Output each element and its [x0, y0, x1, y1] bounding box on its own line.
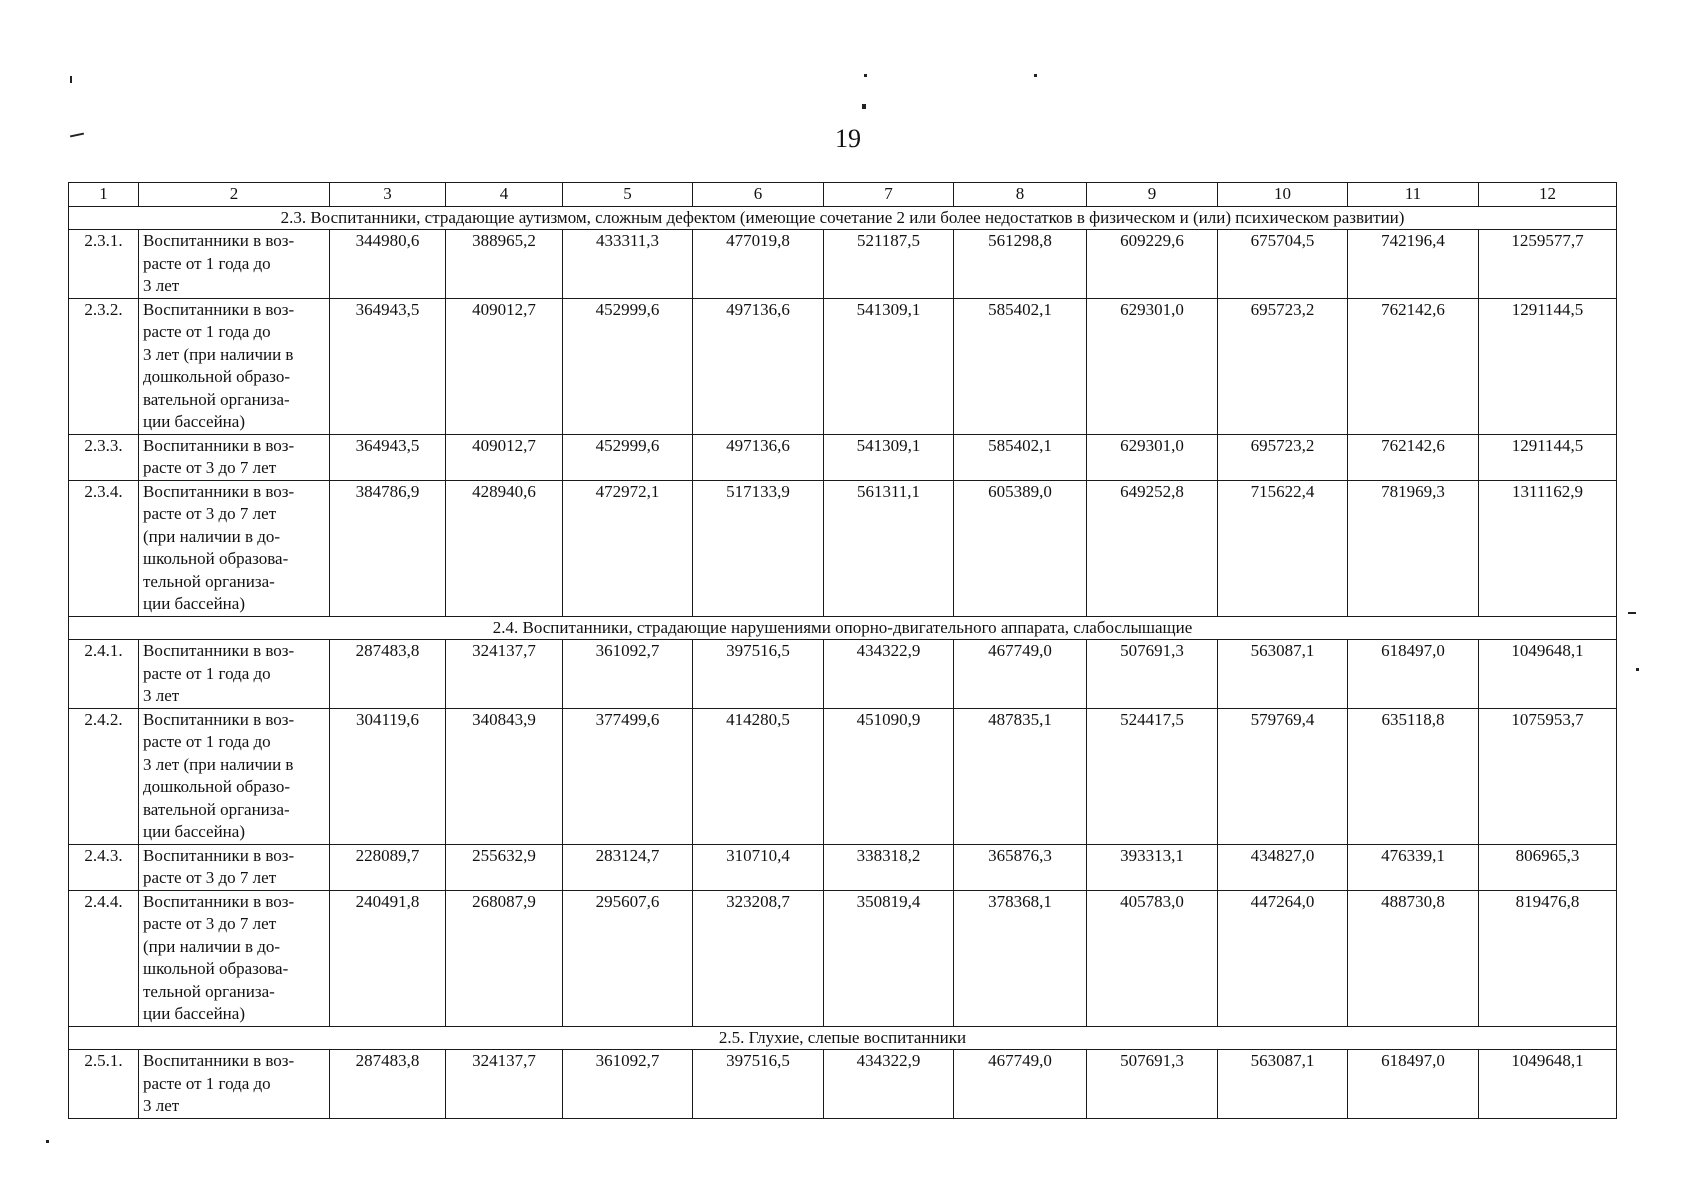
value-cell: 283124,7	[563, 844, 693, 890]
row-code: 2.5.1.	[69, 1050, 139, 1119]
value-cell: 414280,5	[693, 708, 824, 844]
value-cell: 295607,6	[563, 890, 693, 1026]
section-row	[69, 206, 1617, 230]
value-cell: 240491,8	[330, 890, 446, 1026]
column-header: 5	[563, 183, 693, 207]
row-name-line: расте от 3 до 7 лет	[143, 458, 277, 477]
section-title: 2.4. Воспитанники, страдающие нарушениями опорно-двигательного аппарата, слабослышащие	[69, 616, 1617, 640]
section-title: 2.3. Воспитанники, страдающие аутизмом, сложным дефектом (имеющие сочетание 2 или более недостатков в физическом и (или) психическом развитии)	[69, 206, 1617, 230]
row-name	[139, 230, 330, 299]
value-cell: 255632,9	[446, 844, 563, 890]
row-name-line: Воспитанники в воз-	[143, 435, 295, 455]
row-code: 2.3.1.	[69, 230, 139, 299]
scan-mark	[46, 1140, 49, 1143]
value-cell: 585402,1	[954, 434, 1087, 480]
row-name-line: Воспитанники в воз-	[143, 231, 295, 250]
value-cell: 361092,7	[563, 1050, 693, 1119]
page-number: 19	[835, 124, 861, 153]
value-cell: 563087,1	[1218, 640, 1348, 709]
row-name-line: 3 лет	[143, 686, 180, 705]
row-name-line: расте от 3 до 7 лет	[143, 914, 277, 933]
value-cell: 1291144,5	[1479, 298, 1617, 434]
value-cell: 467749,0	[954, 640, 1087, 709]
value-cell: 378368,1	[954, 890, 1087, 1026]
value-cell: 452999,6	[563, 298, 693, 434]
value-cell: 434827,0	[1218, 844, 1348, 890]
table-row	[69, 890, 1617, 1026]
value-cell: 635118,8	[1348, 708, 1479, 844]
table-row	[69, 434, 1617, 480]
value-cell: 609229,6	[1087, 230, 1218, 299]
column-header: 9	[1087, 183, 1218, 207]
column-header-row	[69, 183, 1617, 207]
value-cell: 364943,5	[330, 298, 446, 434]
row-name	[139, 434, 330, 480]
table-row	[69, 480, 1617, 616]
value-cell: 388965,2	[446, 230, 563, 299]
row-name-line: расте от 1 года до	[143, 663, 271, 683]
row-name-line: тельной организа-	[143, 571, 275, 591]
value-cell: 487835,1	[954, 708, 1087, 844]
table-row	[69, 298, 1617, 434]
value-cell: 434322,9	[824, 1050, 954, 1119]
scan-mark	[864, 74, 867, 77]
table-row	[69, 1050, 1617, 1119]
value-cell: 561298,8	[954, 230, 1087, 299]
row-name-line: ции бассейна)	[143, 1004, 245, 1023]
value-cell: 365876,3	[954, 844, 1087, 890]
value-cell: 781969,3	[1348, 480, 1479, 616]
value-cell: 397516,5	[693, 640, 824, 709]
value-cell: 507691,3	[1087, 1050, 1218, 1119]
row-name-line: вательной организа-	[143, 799, 290, 819]
row-code: 2.3.3.	[69, 434, 139, 480]
row-code: 2.3.2.	[69, 298, 139, 434]
row-name-line: тельной организа-	[143, 981, 275, 1001]
value-cell: 287483,8	[330, 640, 446, 709]
value-cell: 579769,4	[1218, 708, 1348, 844]
row-name-line: ции бассейна)	[143, 412, 245, 431]
value-cell: 541309,1	[824, 434, 954, 480]
table-body	[69, 183, 1617, 1119]
value-cell: 497136,6	[693, 434, 824, 480]
value-cell: 675704,5	[1218, 230, 1348, 299]
table-row	[69, 708, 1617, 844]
row-name-line: 3 лет (при наличии в	[143, 344, 294, 364]
table-row	[69, 844, 1617, 890]
row-name	[139, 480, 330, 616]
value-cell: 649252,8	[1087, 480, 1218, 616]
row-name	[139, 640, 330, 709]
value-cell: 338318,2	[824, 844, 954, 890]
value-cell: 377499,6	[563, 708, 693, 844]
value-cell: 507691,3	[1087, 640, 1218, 709]
column-header: 7	[824, 183, 954, 207]
value-cell: 819476,8	[1479, 890, 1617, 1026]
value-cell: 361092,7	[563, 640, 693, 709]
row-name	[139, 844, 330, 890]
row-name-line: школьной образова-	[143, 959, 289, 978]
row-name-line: (при наличии в до-	[143, 936, 281, 956]
value-cell: 451090,9	[824, 708, 954, 844]
column-header: 2	[139, 183, 330, 207]
row-name-line: Воспитанники в воз-	[143, 891, 295, 911]
value-cell: 228089,7	[330, 844, 446, 890]
value-cell: 1049648,1	[1479, 1050, 1617, 1119]
section-row	[69, 1026, 1617, 1050]
value-cell: 364943,5	[330, 434, 446, 480]
value-cell: 497136,6	[693, 298, 824, 434]
row-name-line: школьной образова-	[143, 549, 289, 568]
row-name-line: расте от 3 до 7 лет	[143, 504, 277, 523]
value-cell: 524417,5	[1087, 708, 1218, 844]
value-cell: 605389,0	[954, 480, 1087, 616]
value-cell: 618497,0	[1348, 640, 1479, 709]
value-cell: 1291144,5	[1479, 434, 1617, 480]
row-name-line: 3 лет	[143, 276, 180, 295]
row-code: 2.4.3.	[69, 844, 139, 890]
value-cell: 409012,7	[446, 434, 563, 480]
value-cell: 477019,8	[693, 230, 824, 299]
value-cell: 434322,9	[824, 640, 954, 709]
row-name-line: вательной организа-	[143, 389, 290, 409]
value-cell: 488730,8	[1348, 890, 1479, 1026]
row-name	[139, 890, 330, 1026]
row-name-line: ции бассейна)	[143, 594, 245, 613]
column-header: 11	[1348, 183, 1479, 207]
section-row	[69, 616, 1617, 640]
value-cell: 561311,1	[824, 480, 954, 616]
row-name-line: Воспитанники в воз-	[143, 641, 295, 660]
value-cell: 715622,4	[1218, 480, 1348, 616]
value-cell: 310710,4	[693, 844, 824, 890]
row-name-line: Воспитанники в воз-	[143, 845, 295, 865]
row-name-line: расте от 1 года до	[143, 1073, 271, 1093]
value-cell: 409012,7	[446, 298, 563, 434]
row-name-line: (при наличии в до-	[143, 526, 281, 546]
column-header: 10	[1218, 183, 1348, 207]
row-name-line: Воспитанники в воз-	[143, 481, 295, 501]
value-cell: 324137,7	[446, 640, 563, 709]
value-cell: 304119,6	[330, 708, 446, 844]
row-code: 2.3.4.	[69, 480, 139, 616]
column-header: 8	[954, 183, 1087, 207]
value-cell: 405783,0	[1087, 890, 1218, 1026]
row-name-line: дошкольной образо-	[143, 777, 291, 796]
value-cell: 762142,6	[1348, 298, 1479, 434]
value-cell: 472972,1	[563, 480, 693, 616]
row-name-line: расте от 1 года до	[143, 253, 271, 273]
value-cell: 344980,6	[330, 230, 446, 299]
value-cell: 541309,1	[824, 298, 954, 434]
scan-mark	[1034, 74, 1037, 77]
column-header: 6	[693, 183, 824, 207]
scan-mark	[1628, 612, 1636, 614]
value-cell: 476339,1	[1348, 844, 1479, 890]
row-name-line: расте от 1 года до	[143, 322, 271, 341]
value-cell: 1075953,7	[1479, 708, 1617, 844]
value-cell: 695723,2	[1218, 298, 1348, 434]
value-cell: 517133,9	[693, 480, 824, 616]
column-header: 3	[330, 183, 446, 207]
row-name-line: расте от 3 до 7 лет	[143, 868, 277, 887]
table-row	[69, 640, 1617, 709]
row-name-line: 3 лет	[143, 1096, 180, 1115]
row-name	[139, 708, 330, 844]
value-cell: 618497,0	[1348, 1050, 1479, 1119]
value-cell: 1049648,1	[1479, 640, 1617, 709]
scan-mark	[70, 76, 72, 83]
row-name-line: расте от 1 года до	[143, 732, 271, 751]
value-cell: 428940,6	[446, 480, 563, 616]
row-code: 2.4.4.	[69, 890, 139, 1026]
value-cell: 629301,0	[1087, 434, 1218, 480]
row-code: 2.4.2.	[69, 708, 139, 844]
section-title: 2.5. Глухие, слепые воспитанники	[69, 1026, 1617, 1050]
value-cell: 762142,6	[1348, 434, 1479, 480]
value-cell: 1259577,7	[1479, 230, 1617, 299]
value-cell: 742196,4	[1348, 230, 1479, 299]
row-name	[139, 1050, 330, 1119]
value-cell: 393313,1	[1087, 844, 1218, 890]
value-cell: 585402,1	[954, 298, 1087, 434]
value-cell: 287483,8	[330, 1050, 446, 1119]
value-cell: 397516,5	[693, 1050, 824, 1119]
table-row	[69, 230, 1617, 299]
value-cell: 268087,9	[446, 890, 563, 1026]
value-cell: 447264,0	[1218, 890, 1348, 1026]
value-cell: 340843,9	[446, 708, 563, 844]
value-cell: 521187,5	[824, 230, 954, 299]
value-cell: 695723,2	[1218, 434, 1348, 480]
row-name-line: 3 лет (при наличии в	[143, 754, 294, 774]
value-cell: 1311162,9	[1479, 480, 1617, 616]
value-cell: 350819,4	[824, 890, 954, 1026]
row-name	[139, 298, 330, 434]
column-header: 1	[69, 183, 139, 207]
value-cell: 433311,3	[563, 230, 693, 299]
row-name-line: Воспитанники в воз-	[143, 1051, 295, 1070]
column-header: 4	[446, 183, 563, 207]
value-cell: 323208,7	[693, 890, 824, 1026]
value-cell: 563087,1	[1218, 1050, 1348, 1119]
row-name-line: дошкольной образо-	[143, 367, 291, 386]
value-cell: 806965,3	[1479, 844, 1617, 890]
row-code: 2.4.1.	[69, 640, 139, 709]
tariff-table	[68, 182, 1617, 1119]
value-cell: 467749,0	[954, 1050, 1087, 1119]
scan-mark	[1636, 668, 1639, 671]
row-name-line: ции бассейна)	[143, 822, 245, 841]
column-header: 12	[1479, 183, 1617, 207]
scan-mark	[862, 104, 866, 109]
value-cell: 324137,7	[446, 1050, 563, 1119]
value-cell: 629301,0	[1087, 298, 1218, 434]
value-cell: 384786,9	[330, 480, 446, 616]
row-name-line: Воспитанники в воз-	[143, 709, 295, 729]
row-name-line: Воспитанники в воз-	[143, 299, 295, 319]
value-cell: 452999,6	[563, 434, 693, 480]
